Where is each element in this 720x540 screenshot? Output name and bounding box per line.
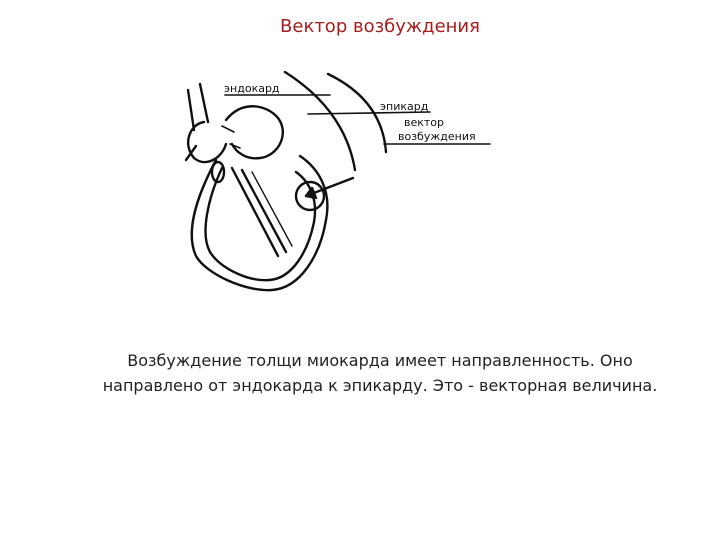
- label-epicardium: эпикард: [380, 100, 429, 113]
- label-vector-line2: возбуждения: [398, 130, 476, 143]
- vessel-2: [200, 84, 208, 122]
- heart-illustration: [160, 60, 500, 300]
- epicardium-arc: [285, 72, 355, 170]
- heart-diagram: [160, 60, 500, 300]
- caption-line-2: направлено от эндокарда к эпикарду. Это - векторная величина.: [102, 376, 658, 395]
- caption-line-1: Возбуждение толщи миокарда имеет направленность. Оно: [127, 351, 633, 370]
- slide-title: Вектор возбуждения: [280, 16, 480, 37]
- dash-1: [222, 126, 234, 132]
- septum-line-1: [232, 168, 278, 256]
- label-endocardium: эндокард: [224, 82, 280, 95]
- label-vector-line1: вектор: [404, 116, 445, 129]
- septum-line-2: [242, 170, 286, 252]
- caption: [40, 348, 720, 398]
- septum-line-3: [252, 172, 292, 246]
- vessel-1: [188, 90, 194, 130]
